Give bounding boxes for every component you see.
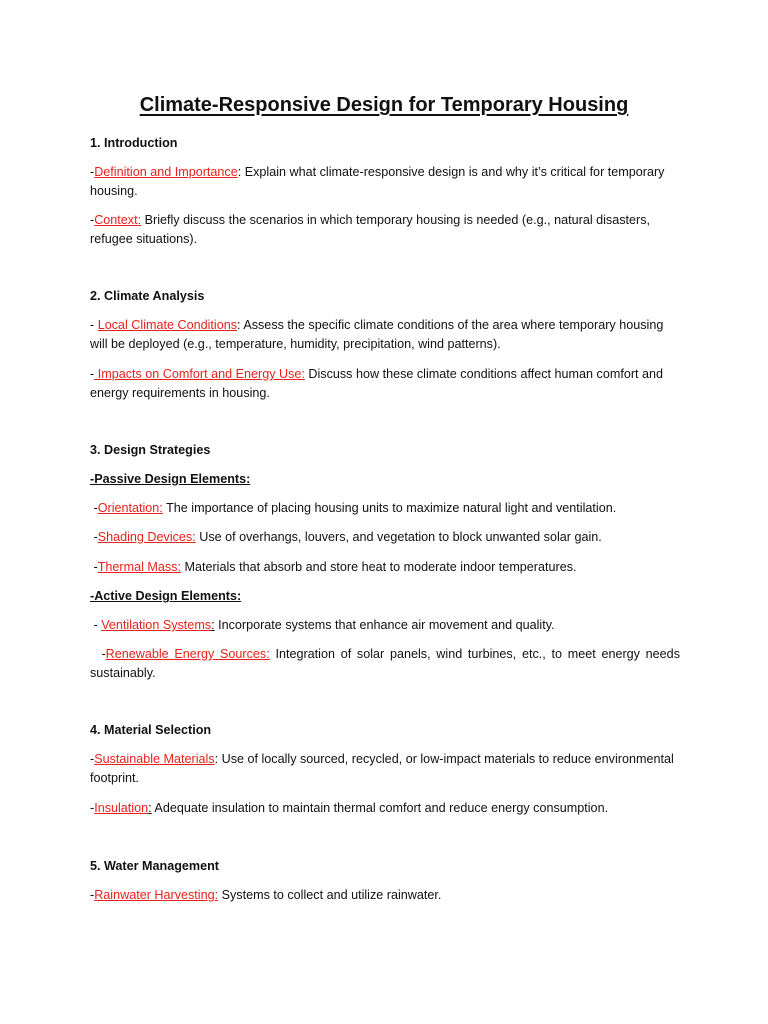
term-renewable-energy-sources: Renewable Energy Sources:	[105, 647, 270, 661]
paragraph-thermal-mass: -Thermal Mass: Materials that absorb and store heat to moderate indoor temperatures.	[90, 560, 577, 574]
term-sustainable-materials: Sustainable Materials	[94, 752, 215, 766]
paragraph-local-climate: - Local Climate Conditions: Assess the specific climate conditions of the area where temporary housing will be deployed (e.g., temperature, humidity, precipitation, wind patterns).	[90, 318, 664, 351]
paragraph-renewable-energy: -Renewable Energy Sources: Integration of solar panels, wind turbines, etc., to meet energy needs sustainably.	[90, 647, 680, 680]
paragraph-rainwater-harvesting: -Rainwater Harvesting: Systems to collect and utilize rainwater.	[90, 888, 442, 902]
document-title: Climate-Responsive Design for Temporary Housing	[139, 94, 629, 116]
paragraph-shading-devices: -Shading Devices: Use of overhangs, louvers, and vegetation to block unwanted solar gain.	[90, 530, 602, 544]
section-heading-water-management: 5. Water Management	[90, 859, 219, 873]
term-orientation: Orientation:	[97, 501, 163, 515]
term-context: Context:	[94, 213, 142, 227]
term-ventilation-systems: Ventilation Systems	[101, 618, 212, 632]
term-shading-devices: Shading Devices:	[97, 530, 196, 544]
section-heading-material-selection: 4. Material Selection	[90, 723, 212, 737]
paragraph-sustainable-materials: -Sustainable Materials: Use of locally sourced, recycled, or low-impact materials to reduce environmental footprint.	[90, 752, 674, 785]
term-definition-and-importance: Definition and Importance	[94, 165, 238, 179]
term-impacts-on-comfort: Impacts on Comfort and Energy Use:	[94, 367, 305, 381]
section-heading-design-strategies: 3. Design Strategies	[90, 443, 211, 457]
term-thermal-mass: Thermal Mass:	[97, 560, 181, 574]
paragraph-orientation: -Orientation: The importance of placing housing units to maximize natural light and ventilation.	[90, 501, 617, 515]
section-heading-introduction: 1. Introduction	[90, 136, 178, 150]
section-heading-climate-analysis: 2. Climate Analysis	[90, 289, 205, 303]
paragraph-context: -Context: Briefly discuss the scenarios in which temporary housing is needed (e.g., natural disasters, refugee situations).	[90, 213, 651, 246]
term-local-climate-conditions: Local Climate Conditions	[97, 318, 238, 332]
subheading-active-design: -Active Design Elements:	[90, 589, 242, 603]
paragraph-insulation: -Insulation: Adequate insulation to maintain thermal comfort and reduce energy consumption.	[90, 801, 609, 815]
subheading-passive-design: -Passive Design Elements:	[90, 472, 251, 486]
term-rainwater-harvesting: Rainwater Harvesting:	[94, 888, 219, 902]
paragraph-definition: -Definition and Importance: Explain what climate-responsive design is and why it’s critical for temporary housing.	[90, 165, 665, 198]
term-insulation: Insulation	[94, 801, 149, 815]
paragraph-impacts: - Impacts on Comfort and Energy Use: Discuss how these climate conditions affect human comfort and energy requirements in housing.	[90, 367, 664, 400]
paragraph-ventilation-systems: - Ventilation Systems: Incorporate systems that enhance air movement and quality.	[90, 618, 555, 632]
